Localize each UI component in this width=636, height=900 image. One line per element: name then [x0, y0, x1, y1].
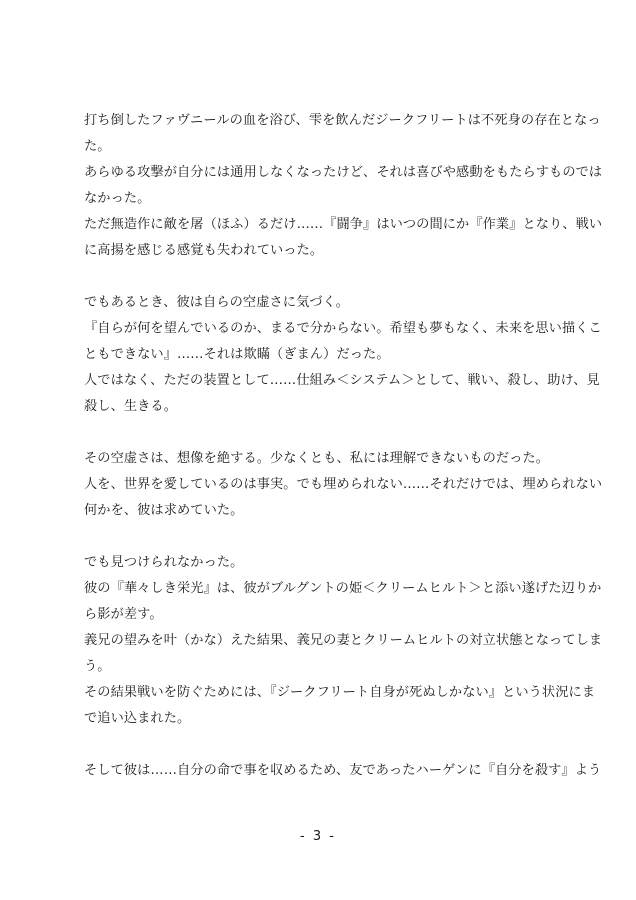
text-line: た。	[84, 139, 111, 154]
text-line: そして彼は……自分の命で事を収めるため、友であったハーゲンに『自分を殺す』よう	[84, 763, 602, 778]
text-line: ら影が差す。	[84, 607, 163, 622]
page-number: - 3 -	[300, 829, 336, 844]
text-line: 人を、世界を愛しているのは事実。でも埋められない……それだけでは、埋められない	[84, 477, 603, 492]
text-line: に高揚を感じる感覚も失われていった。	[84, 243, 324, 258]
blank-line	[84, 264, 564, 290]
blank-line	[84, 732, 564, 758]
text-line: 人ではなく、ただの装置として……仕組み＜システム＞として、戦い、殺し、助け、見	[84, 373, 600, 388]
text-line: 殺し、生きる。	[84, 399, 178, 414]
text-line: ともできない』……それは欺瞞（ぎまん）だった。	[84, 347, 390, 362]
text-line: あらゆる攻撃が自分には通用しなくなったけど、それは喜びや感動をもたらすものでは	[84, 165, 603, 180]
text-line: 打ち倒したファヴニールの血を浴び、雫を飲んだジークフリートは不死身の存在となっ	[84, 113, 601, 128]
text-line: 彼の『華々しき栄光』は、彼がブルグントの姫＜クリームヒルト＞と添い遂げた辺りか	[84, 581, 602, 596]
text-line: でもあるとき、彼は自らの空虚さに気づく。	[84, 295, 349, 310]
page-body	[84, 108, 603, 784]
text-line: その結果戦いを防ぐためには、『ジークフリート自身が死ぬしかない』という状況にま	[84, 685, 596, 700]
blank-line	[84, 524, 564, 550]
text-line: 義兄の望みを叶（かな）えた結果、義兄の妻とクリームヒルトの対立状態となってしま	[84, 633, 603, 648]
text-line: で追い込まれた。	[84, 711, 191, 726]
text-line: なかった。	[84, 191, 151, 206]
blank-line	[84, 420, 564, 446]
text-line: 『自らが何を望んでいるのか、まるで分からない。希望も夢もなく、未来を思い描くこ	[84, 321, 602, 336]
text-line: でも見つけられなかった。	[84, 555, 244, 570]
text-line: 何かを、彼は求めていた。	[84, 503, 244, 518]
text-line: ただ無造作に敵を屠（ほふ）るだけ……『闘争』はいつの間にか『作業』となり、戦い	[84, 217, 603, 232]
text-line: う。	[84, 659, 111, 674]
text-line: その空虚さは、想像を絶する。少なくとも、私には理解できないものだった。	[84, 451, 550, 466]
